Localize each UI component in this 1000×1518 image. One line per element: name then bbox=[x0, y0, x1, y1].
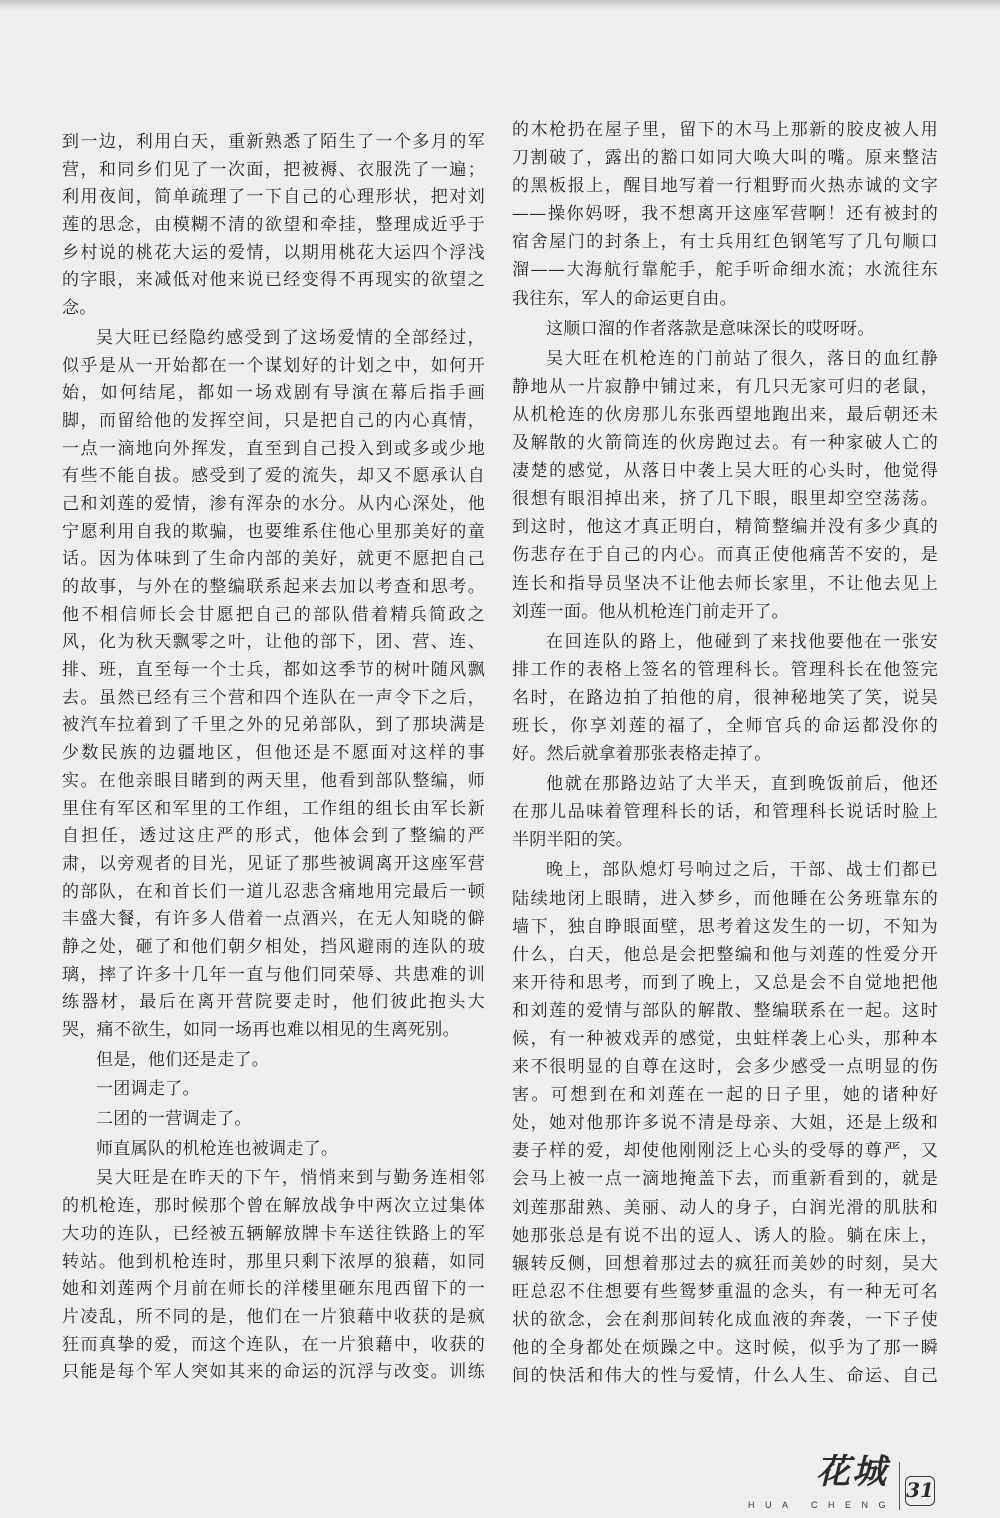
text-line: 他的全身都处在烦躁之中。这时候，似乎为了那一瞬 bbox=[512, 1338, 938, 1359]
text-line: 片凌乱，所不同的是，他们在一片狼藉中收获的是疯 bbox=[62, 1306, 485, 1327]
text-line: 练器材，最后在离开营院要走时，他们彼此抱头大 bbox=[62, 992, 485, 1013]
page-number: 31 bbox=[905, 1476, 935, 1506]
text-line: 旺总忍不住想要有些鸳梦重温的念头，有一种无可名 bbox=[512, 1281, 938, 1302]
text-line: 似乎是从一开始都在一个谋划好的计划之中，如何开 bbox=[62, 355, 485, 376]
text-line: 刘莲一面。他从机枪连门前走开了。 bbox=[512, 601, 789, 622]
text-line: 的黑板报上，醒目地写着一行粗野而火热赤诚的文字 bbox=[512, 176, 938, 197]
text-line: 吴大旺已经隐约感受到了这场爱情的全部经过， bbox=[96, 327, 485, 348]
text-line: 陆续地闭上眼睛，进入梦乡，而他睡在公务班靠东的 bbox=[512, 888, 938, 909]
text-line: 妻子样的爱，却使他刚刚泛上心头的受辱的尊严，又 bbox=[512, 1141, 938, 1162]
text-line: 师直属队的机枪连也被调走了。 bbox=[96, 1138, 339, 1159]
text-line: 只能是每个军人突如其来的命运的沉浮与改变。训练 bbox=[62, 1362, 485, 1383]
text-line: 始，如何结尾，都如一场戏剧有导演在幕后指手画 bbox=[62, 383, 485, 404]
paragraph bbox=[62, 1076, 485, 1104]
text-line: 的木枪扔在屋子里，留下的木马上那新的胶皮被人用 bbox=[512, 120, 938, 140]
text-line: 的部队，在和首长们一道儿忍悲含痛地用完最后一顿 bbox=[62, 881, 485, 902]
text-line: 狂而真挚的爱，而这个连队，在一片狼藉中，收获的 bbox=[62, 1334, 485, 1355]
text-line: 好。然后就拿着那张表格走掉了。 bbox=[512, 744, 772, 765]
text-line: 利用夜间，简单疏理了一下自己的心理形状，把对刘 bbox=[62, 187, 485, 208]
text-line: 的故事，与外在的整编联系起来去加以考查和思考。 bbox=[62, 577, 485, 597]
text-line: 自担任，透过这庄严的形式，他体会到了整编的严 bbox=[62, 826, 485, 847]
text-line: 璃，摔了许多十几年一直与他们同荣辱、共患难的训 bbox=[62, 964, 485, 985]
text-line: 到这时，他这才真正明白，精简整编并没有多少真的 bbox=[512, 517, 938, 538]
text-line: 伤悲存在于自己的内心。而真正使他痛苦不安的，是 bbox=[512, 545, 938, 566]
footer-divider bbox=[899, 1462, 900, 1510]
text-line: 营，和同乡们见了一次面，把被褥、衣服洗了一遍； bbox=[62, 159, 485, 180]
text-line: 班长，你享刘莲的福了，全师官兵的命运都没你的 bbox=[512, 715, 938, 736]
text-line: 静地从一片寂静中铺过来，有几只无家可归的老鼠， bbox=[512, 376, 938, 397]
text-line: 的机枪连，那时候那个曾在解放战争中两次立过集体 bbox=[62, 1196, 485, 1217]
text-line: 候，有一种被戏弄的感觉，虫蛀样袭上心头，那种本 bbox=[512, 1029, 938, 1049]
text-line: 宁愿利用自我的欺骗，也要维系住他心里那美好的童 bbox=[62, 521, 485, 542]
text-line: 和刘莲的爱情与部队的解散、整编联系在一起。这时 bbox=[512, 1000, 938, 1021]
text-line: 一团调走了。 bbox=[96, 1079, 200, 1100]
text-line: 间的快活和伟大的性与爱情，什么人生、命运、自己 bbox=[512, 1366, 938, 1387]
text-line: 转站。他到机枪连时，那里只剩下浓厚的狼藉，如同 bbox=[62, 1251, 485, 1272]
scan-edge-shadow bbox=[0, 0, 1000, 10]
text-line: 刘莲那甜熟、美丽、动人的身子，白润光滑的肌肤和 bbox=[512, 1197, 938, 1218]
paragraph bbox=[62, 1106, 485, 1134]
text-line: 吴大旺是在昨天的下午，悄悄来到与勤务连相邻 bbox=[96, 1168, 485, 1189]
text-line: 话。因为体味到了生命内部的美好，就更不愿把自己 bbox=[62, 549, 485, 570]
text-line: 很想有眼泪掉出来，挤了几下眼，眼里却空空荡荡。 bbox=[512, 489, 938, 510]
text-line: 念。 bbox=[62, 298, 97, 319]
text-line: 她和刘莲两个月前在师长的洋楼里砸东甩西留下的一 bbox=[62, 1279, 485, 1300]
text-line: 的字眼，来减低对他来说已经变得不再现实的欲望之 bbox=[62, 270, 485, 291]
text-line: 吴大旺在机枪连的门前站了很久，落日的血红静 bbox=[546, 348, 938, 369]
paragraph bbox=[512, 770, 938, 854]
text-line: 溜——大海航行靠舵手，舵手听命细水流；水流往东 bbox=[512, 260, 938, 281]
text-line: 从机枪连的伙房那儿东张西望地跑出来，最后朝还未 bbox=[512, 404, 938, 425]
text-line: 去。虽然已经有三个营和四个连队在一声令下之后， bbox=[62, 687, 485, 708]
text-line: 在那儿品味着管理科长的话，和管理科长说话时脸上 bbox=[512, 802, 938, 823]
text-line: 来不很明显的自尊在这时，会多少感受一点明显的伤 bbox=[512, 1057, 938, 1078]
text-line: 被汽车拉着到了千里之外的兄弟部队，到了那块满是 bbox=[62, 715, 485, 736]
text-line: 这顺口溜的作者落款是意味深长的哎呀呀。 bbox=[546, 318, 875, 339]
text-line: 脚，而留给他的发挥空间，只是把自己的内心真情， bbox=[62, 410, 485, 431]
paragraph bbox=[62, 1165, 485, 1387]
text-line: 大功的连队，已经被五辆解放牌卡车送往铁路上的军 bbox=[62, 1223, 485, 1244]
paragraph bbox=[512, 116, 938, 313]
text-line: 辗转反侧，回想着那过去的疯狂而美妙的时刻，吴大 bbox=[512, 1253, 938, 1274]
text-line: 哭，痛不欲生，如同一场再也难以相见的生离死别。 bbox=[62, 1020, 460, 1040]
paragraph bbox=[512, 628, 938, 768]
text-line: 及解散的火箭筒连的伙房跑过去。有一种家破人亡的 bbox=[512, 433, 938, 454]
paragraph bbox=[512, 856, 938, 1390]
text-line: 墙下，独自睁眼面壁，思考着这发生的一切，不知为 bbox=[512, 916, 938, 937]
left-text-column bbox=[62, 129, 485, 1387]
text-line: 排工作的表格上签名的管理科长。管理科长在他签完 bbox=[512, 659, 938, 680]
text-line: 我往东，军人的命运更自由。 bbox=[512, 288, 737, 309]
magazine-logo-latin: HUA CHENG bbox=[748, 1500, 897, 1510]
text-line: 凄楚的感觉，从落日中袭上吴大旺的心头时，他觉得 bbox=[512, 461, 938, 482]
text-line: 实。在他亲眼目睹到的两天里，他看到部队整编，师 bbox=[62, 770, 485, 791]
text-line: 莲的思念，由模糊不清的欲望和牵挂，整理成近乎于 bbox=[62, 215, 485, 236]
right-text-column bbox=[512, 116, 938, 1390]
text-line: 排、班，直至每一个士兵，都如这季节的树叶随风飘 bbox=[62, 660, 485, 681]
text-line: 处，她对他那许多说不清是母亲、大姐，还是上级和 bbox=[512, 1113, 938, 1134]
text-line: 己和刘莲的爱情，渗有浑杂的水分。从内心深处，他 bbox=[62, 493, 485, 514]
text-line: 少数民族的边疆地区，但他还是不愿面对这样的事 bbox=[62, 743, 485, 764]
text-line: 她那张总是有说不出的逗人、诱人的脸。躺在床上， bbox=[512, 1225, 938, 1246]
text-line: 一点一滴地向外挥发，直至到自己投入到或多或少地 bbox=[62, 438, 485, 459]
text-line: 丰盛大餐，有许多人借着一点酒兴，在无人知晓的僻 bbox=[62, 909, 485, 930]
text-line: 状的欲念，会在刹那间转化成血液的奔袭，一下子使 bbox=[512, 1309, 938, 1330]
text-line: 刀割破了，露出的豁口如同大唤大叫的嘴。原来整洁 bbox=[512, 148, 938, 169]
text-line: ——操你妈呀，我不想离开这座军营啊！还有被封的 bbox=[512, 204, 938, 225]
text-line: 什么，白天，他总是会把整编和他与刘莲的性爱分开 bbox=[512, 944, 938, 965]
text-line: 二团的一营调走了。 bbox=[96, 1109, 252, 1130]
text-line: 他不相信师长会甘愿把自己的部队借着精兵简政之 bbox=[62, 604, 485, 625]
paragraph bbox=[512, 315, 938, 343]
magazine-logo: 花城 bbox=[816, 1452, 888, 1492]
text-line: 半阴半阳的笑。 bbox=[512, 830, 634, 851]
text-line: 晚上，部队熄灯号响过之后，干部、战士们都已 bbox=[546, 860, 938, 881]
text-line: 乡村说的桃花大运的爱情，以期用桃花大运四个浮浅 bbox=[62, 242, 485, 263]
text-line: 但是，他们还是走了。 bbox=[96, 1049, 269, 1070]
text-line: 名时，在路边拍了拍他的肩，很神秘地笑了笑，说吴 bbox=[512, 687, 938, 708]
text-line: 宿舍屋门的封条上，有士兵用红色钢笔写了几句顺口 bbox=[512, 232, 938, 253]
text-line: 静之处，砸了和他们朝夕相处，挡风避雨的连队的玻 bbox=[62, 936, 485, 957]
paragraph bbox=[62, 129, 485, 323]
paragraph bbox=[62, 1047, 485, 1075]
text-line: 来开待和思考，而到了晚上，又总是会不自觉地把他 bbox=[512, 972, 938, 993]
text-line: 会马上被一点一滴地掩盖下去，而重新看到的，就是 bbox=[512, 1169, 938, 1190]
paragraph bbox=[512, 345, 938, 626]
text-line: 到一边，利用白天，重新熟悉了陌生了一个多月的军 bbox=[62, 132, 485, 152]
text-line: 他就在那路边站了大半天，直到晚饭前后，他还 bbox=[546, 774, 938, 795]
text-line: 里住有军区和军里的工作组，工作组的组长由军长新 bbox=[62, 798, 485, 819]
text-line: 肃，以旁观者的目光，见证了那些被调离开这座军营 bbox=[62, 853, 485, 874]
text-line: 风，化为秋天飘零之叶，让他的部下，团、营、连、 bbox=[62, 632, 485, 653]
paragraph bbox=[62, 1136, 485, 1164]
text-line: 连长和指导员坚决不让他去师长家里，不让他去见上 bbox=[512, 573, 938, 594]
text-line: 有些不能自拔。感受到了爱的流失，却又不愿承认自 bbox=[62, 466, 485, 487]
paragraph bbox=[62, 325, 485, 1045]
text-line: 害。可想到在和刘莲在一起的日子里，她的诸种好 bbox=[512, 1085, 938, 1106]
text-line: 在回连队的路上，他碰到了来找他要他在一张安 bbox=[546, 631, 938, 652]
